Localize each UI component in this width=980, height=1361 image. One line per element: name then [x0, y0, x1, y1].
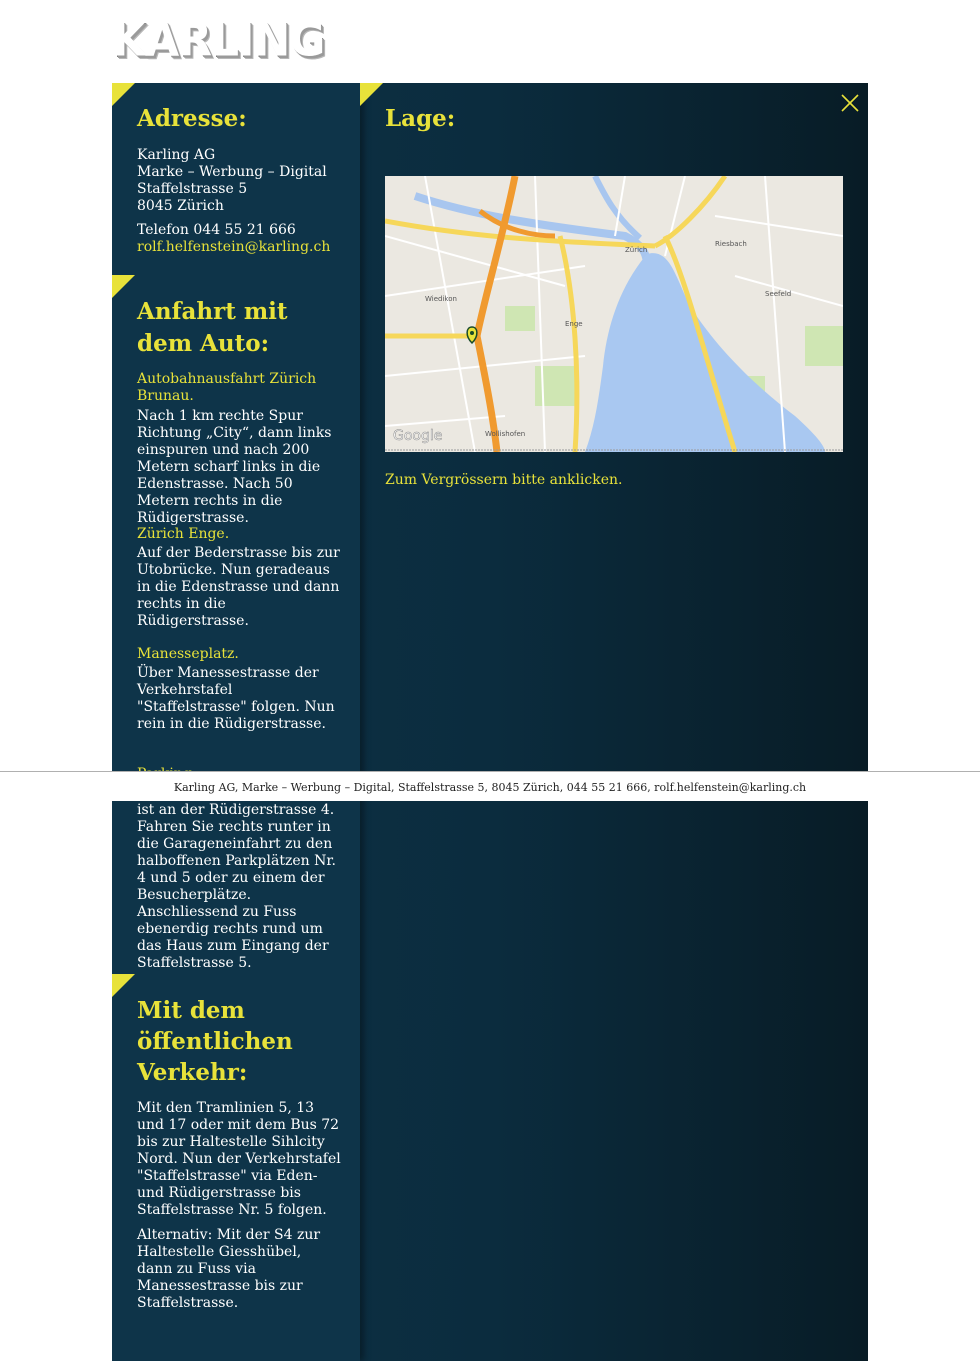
map-image: [385, 176, 843, 452]
transit-text: Mit den Tramlinien 5, 13 und 17 oder mit dem Bus 72 bis zur Haltestelle Sihlcity Nord. Nun der Verkehrstafel "Staffelstrasse" via Eden- und Rüdigerstrasse bis Staffelstrasse Nr. 5 folgen.: [137, 1100, 341, 1218]
corner-marker: [112, 83, 135, 106]
route-title: Manesseplatz.: [137, 646, 239, 662]
transit-heading: Mit dem öffentlichen Verkehr:: [137, 997, 293, 1086]
address-heading: Adresse:: [137, 105, 247, 132]
footer-bar: [0, 771, 980, 801]
location-map[interactable]: [385, 176, 843, 452]
route-title: Autobahnausfahrt Zürich Brunau.: [137, 371, 317, 404]
route-title: Zürich Enge.: [137, 526, 230, 542]
map-label: Enge: [565, 320, 583, 328]
corner-marker: [112, 974, 135, 997]
route-text: Nach 1 km rechte Spur Richtung „City“, dann links einspuren und nach 200 Metern scharf links in die Edenstrasse. Nach 50 Metern rechts in die Rüdigerstrasse.: [137, 408, 332, 526]
route-text: Über Manessestrasse der Verkehrstafel "Staffelstrasse" folgen. Nun rein in die Rüdigerstrasse.: [137, 665, 335, 732]
email-link[interactable]: rolf.helfenstein@karling.ch: [137, 239, 331, 255]
karling-logo[interactable]: KARLING: [112, 13, 325, 68]
address-company: Karling AG: [137, 147, 216, 163]
map-label: Wollishofen: [485, 430, 526, 438]
map-label: Riesbach: [715, 240, 747, 248]
map-label: Seefeld: [765, 290, 792, 298]
transit-alternative: Alternativ: Mit der S4 zur Haltestelle Giesshübel, dann zu Fuss via Manessestrasse bis zur Staffelstrasse.: [137, 1227, 321, 1311]
address-tagline: Marke – Werbung – Digital: [137, 164, 327, 180]
route-text: Auf der Bederstrasse bis zur Utobrücke. Nun geradeaus in die Edenstrasse und dann rechts in die Rüdigerstrasse.: [137, 545, 340, 629]
contact-panel: [112, 83, 868, 1361]
address-phone: Telefon 044 55 21 666: [137, 222, 296, 238]
close-icon[interactable]: [839, 92, 861, 114]
footer-text: Karling AG, Marke – Werbung – Digital, Staffelstrasse 5, 8045 Zürich, 044 55 21 666, rolf.helfenstein@karling.ch: [173, 781, 807, 794]
map-brand: Google: [393, 428, 443, 444]
location-heading: Lage:: [385, 105, 456, 132]
car-heading: Anfahrt mit dem Auto:: [137, 298, 288, 357]
corner-marker: [360, 83, 383, 106]
corner-marker: [112, 275, 135, 298]
parking-text: ist an der Rüdigerstrasse 4. Fahren Sie rechts runter in die Garageneinfahrt zu den halboffenen Parkplätzen Nr. 4 und 5 oder zu einem der Besucherplätze. Anschliessend zu Fuss ebenerdig rechts rund um das Haus zum Eingang der Staffelstrasse 5.: [137, 802, 336, 971]
map-label: Zürich: [625, 246, 648, 254]
map-label: Wiedikon: [425, 295, 457, 303]
address-street: Staffelstrasse 5: [137, 181, 248, 197]
map-enlarge-link[interactable]: Zum Vergrössern bitte anklicken.: [385, 472, 623, 488]
sidebar: [112, 83, 360, 1361]
address-city: 8045 Zürich: [137, 198, 224, 214]
